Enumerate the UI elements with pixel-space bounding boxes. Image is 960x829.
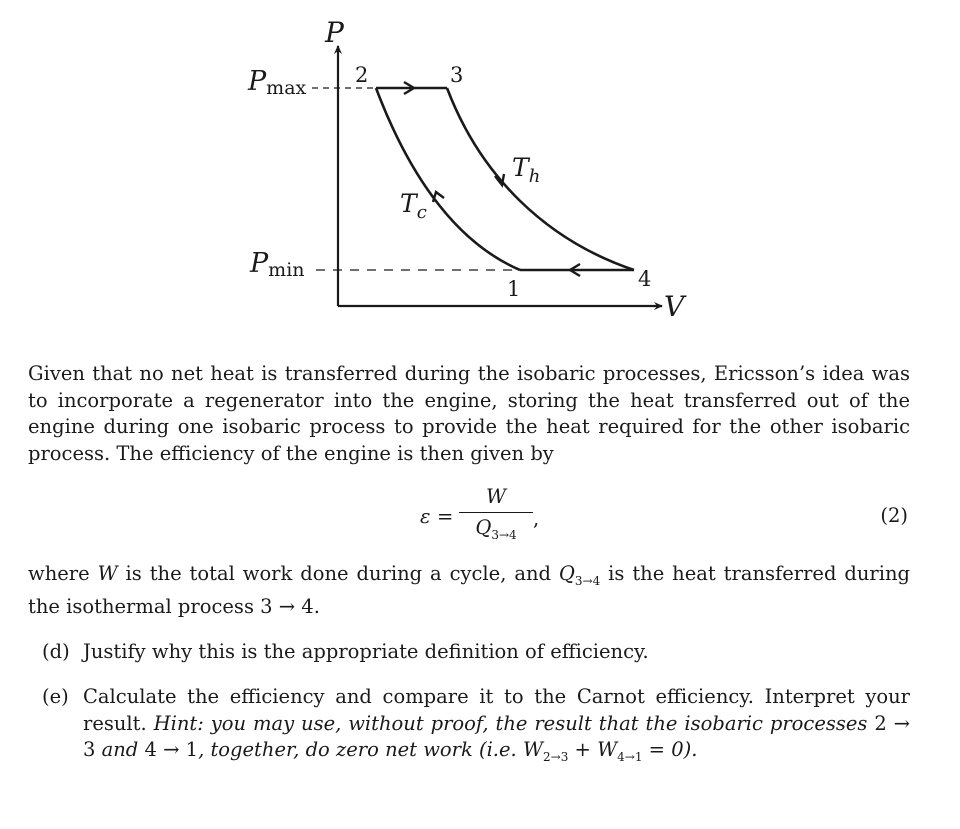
question-e-text — [83, 684, 910, 770]
point-label-2: 2 — [355, 63, 369, 87]
axis-label-v: V — [664, 290, 685, 323]
point-label-3: 3 — [450, 63, 464, 87]
p-max-label: Pmax — [248, 66, 307, 99]
t-hot-label: $T_h$ — [512, 153, 541, 187]
t-cold-label: $T_c$ — [400, 189, 427, 223]
efficiency-equation — [0, 485, 960, 545]
intro-paragraph: Given that no net heat is transferred during the isobaric processes, Ericsson’s idea was to incorporate a regenerator into the engine, storing the heat transferred out of the engine during one isobaric process to provide the heat required for the other isobaric process. The efficiency of the engine is then given by — [28, 362, 910, 465]
question-d — [42, 639, 910, 666]
equation-comma: , — [533, 507, 540, 530]
equals-sign: = — [437, 505, 454, 528]
fraction-bar — [459, 512, 533, 513]
fraction — [459, 485, 533, 541]
definition-paragraph: where W is the total work done during a cycle, and $Q_{3\to 4}$ is the heat transferred during the isothermal process 3 → 4. — [28, 562, 910, 619]
point-label-1: 1 — [507, 277, 521, 301]
axis-label-p: P — [325, 16, 344, 49]
pv-diagram — [0, 0, 960, 340]
question-e-hint: Hint: you may use, without proof, the result that the isobaric processes 2 → 3 and 4 → 1, together, do zero net work (i.e. $W_{2\to 3} + W_{4\to 1} = 0$). — [83, 711, 910, 764]
question-e — [42, 684, 910, 770]
question-d-label: (d) — [42, 640, 70, 663]
equation-number: (2) — [880, 504, 908, 527]
fraction-numerator: W — [485, 485, 507, 508]
question-e-label: (e) — [42, 685, 69, 708]
question-e-main-text: Calculate the efficiency and compare it to the Carnot efficiency. Interpret your result. — [83, 685, 910, 735]
point-label-4: 4 — [638, 267, 652, 291]
direction-arrow-1-2 — [433, 192, 444, 202]
p-min-label: Pmin — [250, 248, 305, 281]
epsilon-symbol: ε — [420, 505, 431, 528]
fraction-denominator: $Q_{3\to 4}$ — [475, 516, 517, 542]
question-d-text: Justify why this is the appropriate definition of efficiency. — [83, 640, 649, 663]
